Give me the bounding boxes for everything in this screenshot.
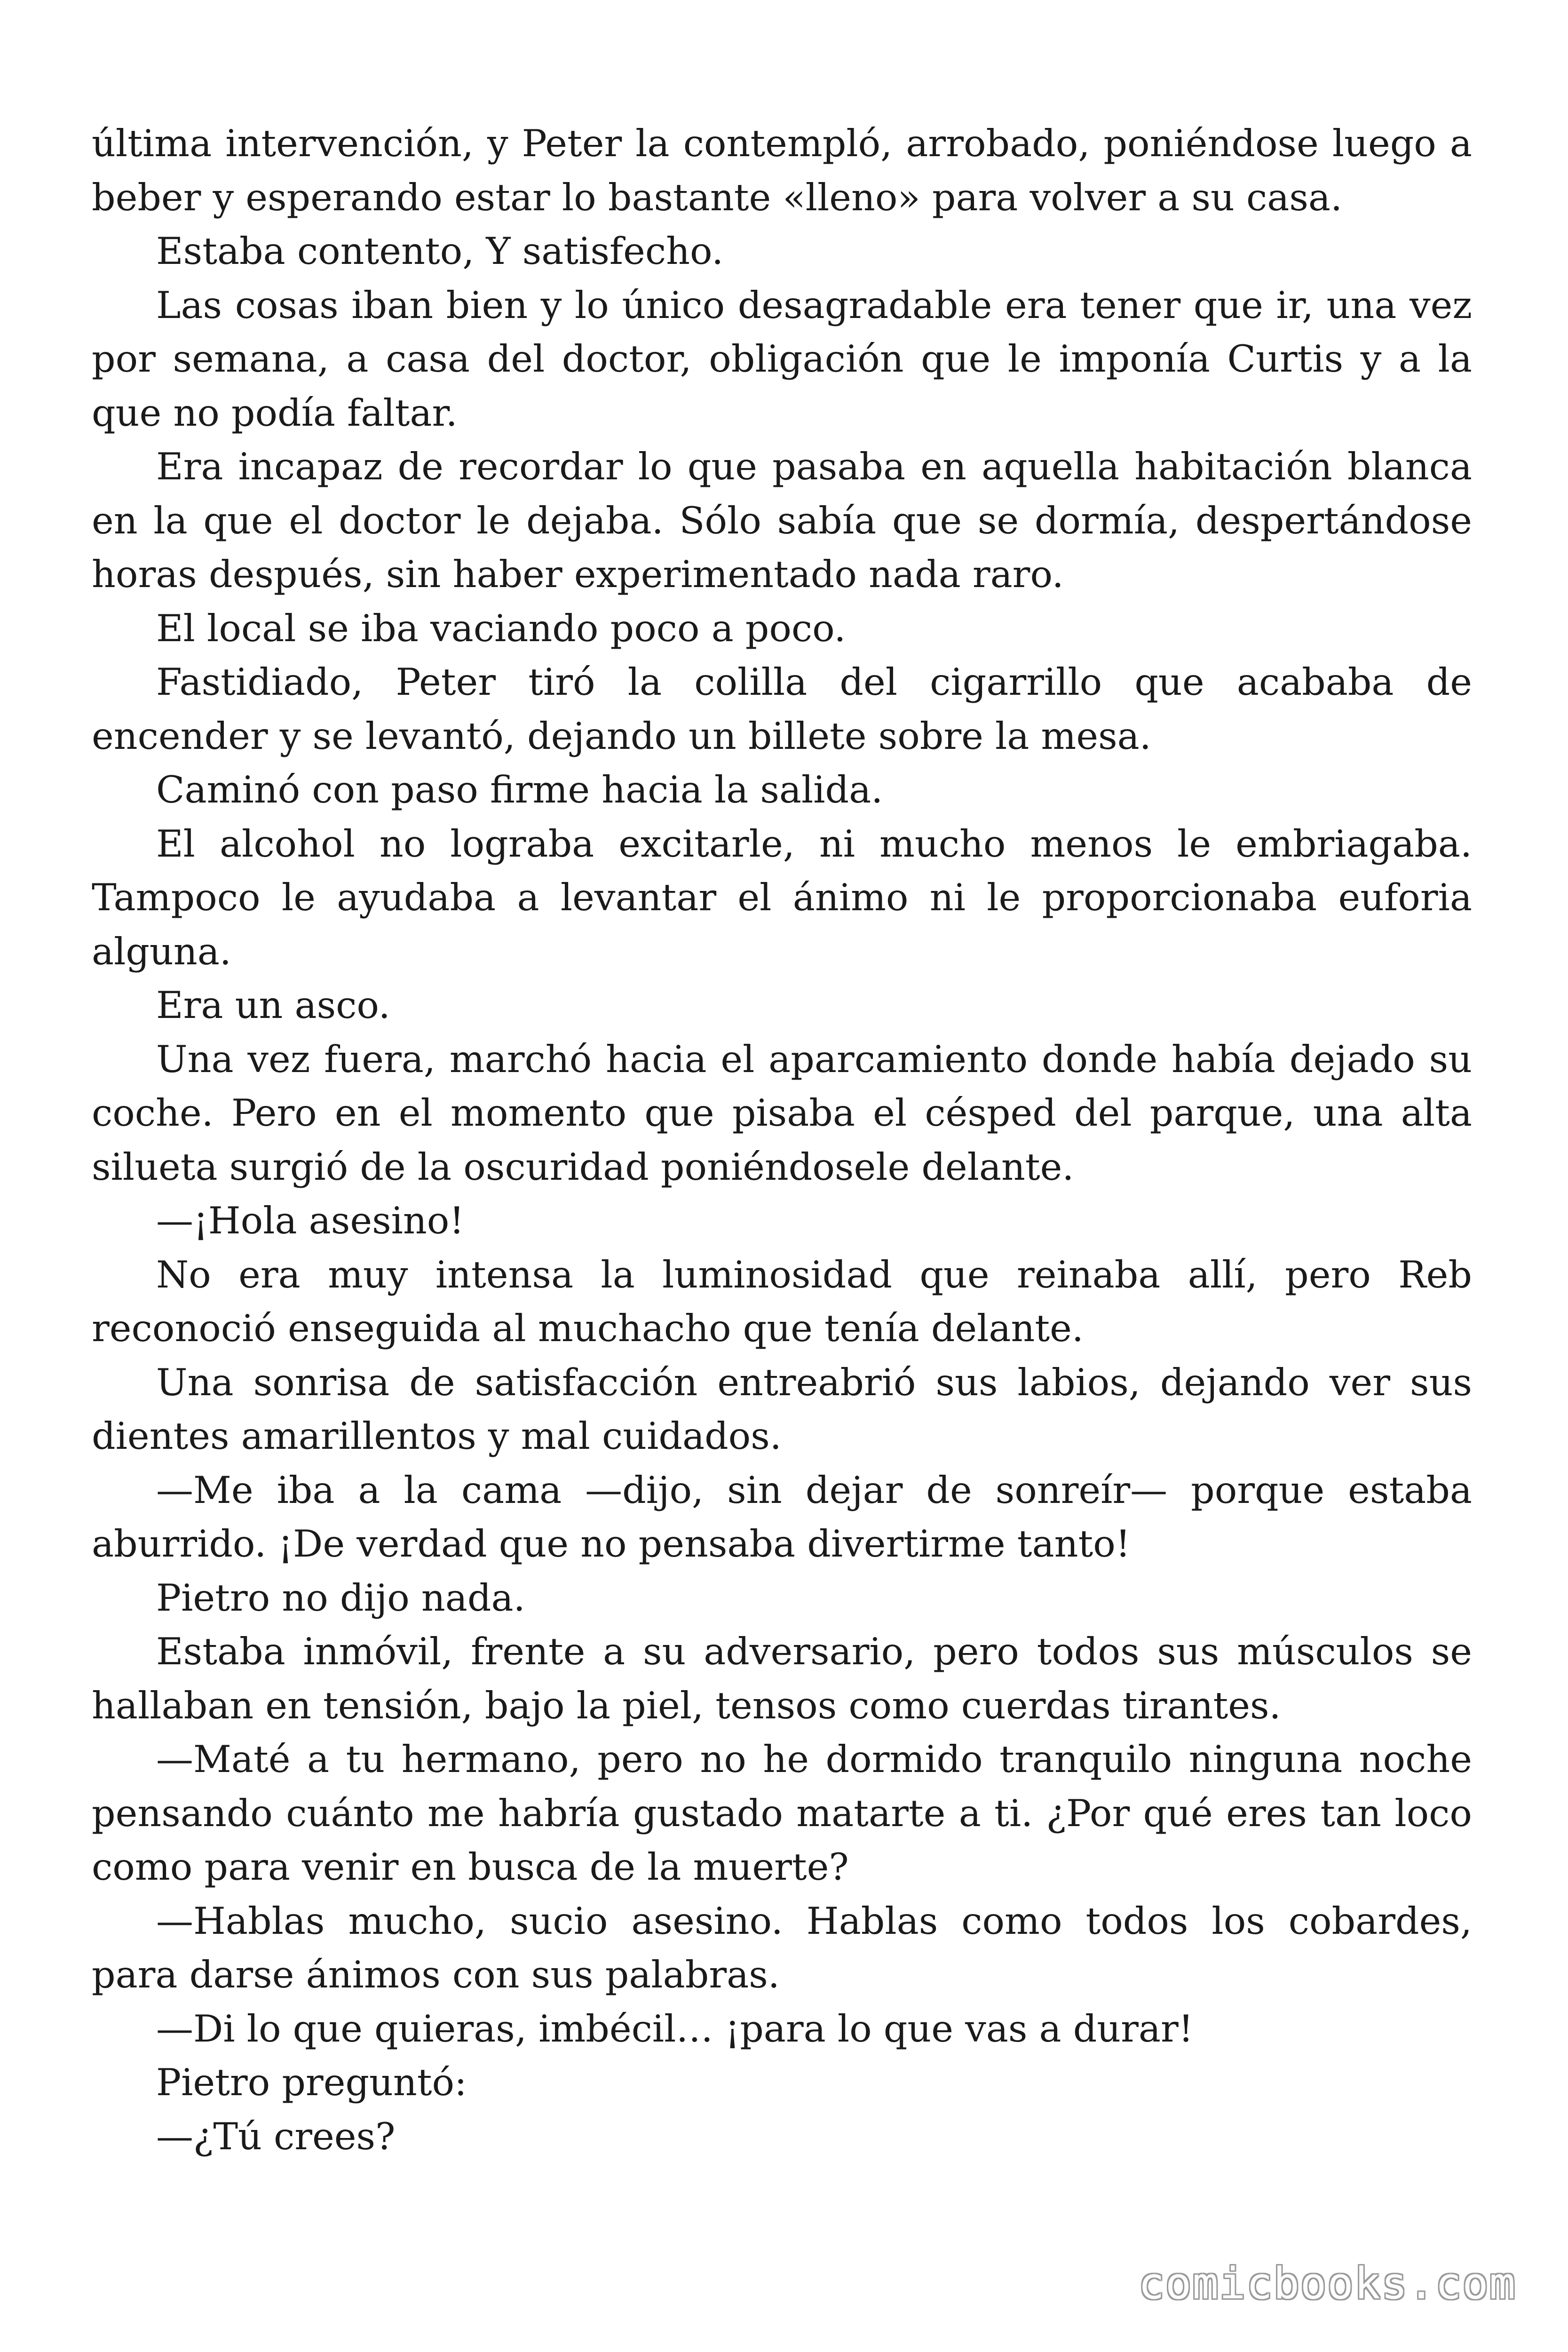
paragraph: El local se iba vaciando poco a poco.: [156, 606, 846, 650]
paragraph: última intervención, y Peter la contempló, arrobado, poniéndose luego a beber y esperando estar lo bastante «lleno» para volver a su casa.: [92, 122, 1472, 219]
paragraph: Caminó con paso firme hacia la salida.: [156, 768, 883, 811]
paragraph: Estaba contento, Y satisfecho.: [156, 230, 724, 273]
paragraph: Era incapaz de recordar lo que pasaba en aquella habitación blanca en la que el doctor le dejaba. Sólo sabía que se dormía, despertándose horas después, sin haber experimentado nada raro.: [92, 445, 1472, 596]
paragraph: Estaba inmóvil, frente a su adversario, pero todos sus músculos se hallaban en tensión, bajo la piel, tensos como cuerdas tirantes.: [92, 1630, 1472, 1727]
paragraph: Pietro no dijo nada.: [156, 1576, 525, 1620]
watermark: comicbooks.com: [1138, 2258, 1516, 2309]
paragraph: No era muy intensa la luminosidad que reinaba allí, pero Reb reconoció enseguida al muchacho que tenía delante.: [92, 1253, 1472, 1350]
paragraph: Las cosas iban bien y lo único desagradable era tener que ir, una vez por semana, a casa del doctor, obligación que le imponía Curtis y a la que no podía faltar.: [92, 283, 1472, 435]
paragraph: Una sonrisa de satisfacción entreabrió sus labios, dejando ver sus dientes amarillentos y mal cuidados.: [92, 1360, 1472, 1458]
paragraph: —¡Hola asesino!: [156, 1199, 465, 1242]
paragraph: El alcohol no lograba excitarle, ni mucho menos le embriagaba. Tampoco le ayudaba a levantar el ánimo ni le proporcionaba euforia alguna.: [92, 822, 1472, 973]
body-text: [92, 117, 1472, 2163]
paragraph: Era un asco.: [156, 984, 390, 1027]
paragraph: —Di lo que quieras, imbécil… ¡para lo que vas a durar!: [156, 2007, 1194, 2050]
paragraph: —Maté a tu hermano, pero no he dormido tranquilo ninguna noche pensando cuánto me habría gustado matarte a ti. ¿Por qué eres tan loco como para venir en busca de la muerte?: [92, 1738, 1472, 1889]
paragraph: —Hablas mucho, sucio asesino. Hablas como todos los cobardes, para darse ánimos con sus palabras.: [92, 1899, 1472, 1996]
paragraph: Pietro preguntó:: [156, 2061, 467, 2104]
paragraph: Una vez fuera, marchó hacia el aparcamiento donde había dejado su coche. Pero en el momento que pisaba el césped del parque, una alta silueta surgió de la oscuridad poniéndosele delante.: [92, 1037, 1472, 1189]
paragraph: —Me iba a la cama —dijo, sin dejar de sonreír— porque estaba aburrido. ¡De verdad que no pensaba divertirme tanto!: [92, 1468, 1472, 1565]
paragraph: Fastidiado, Peter tiró la colilla del cigarrillo que acababa de encender y se levantó, dejando un billete sobre la mesa.: [92, 660, 1472, 758]
paragraph: —¿Tú crees?: [156, 2114, 396, 2158]
